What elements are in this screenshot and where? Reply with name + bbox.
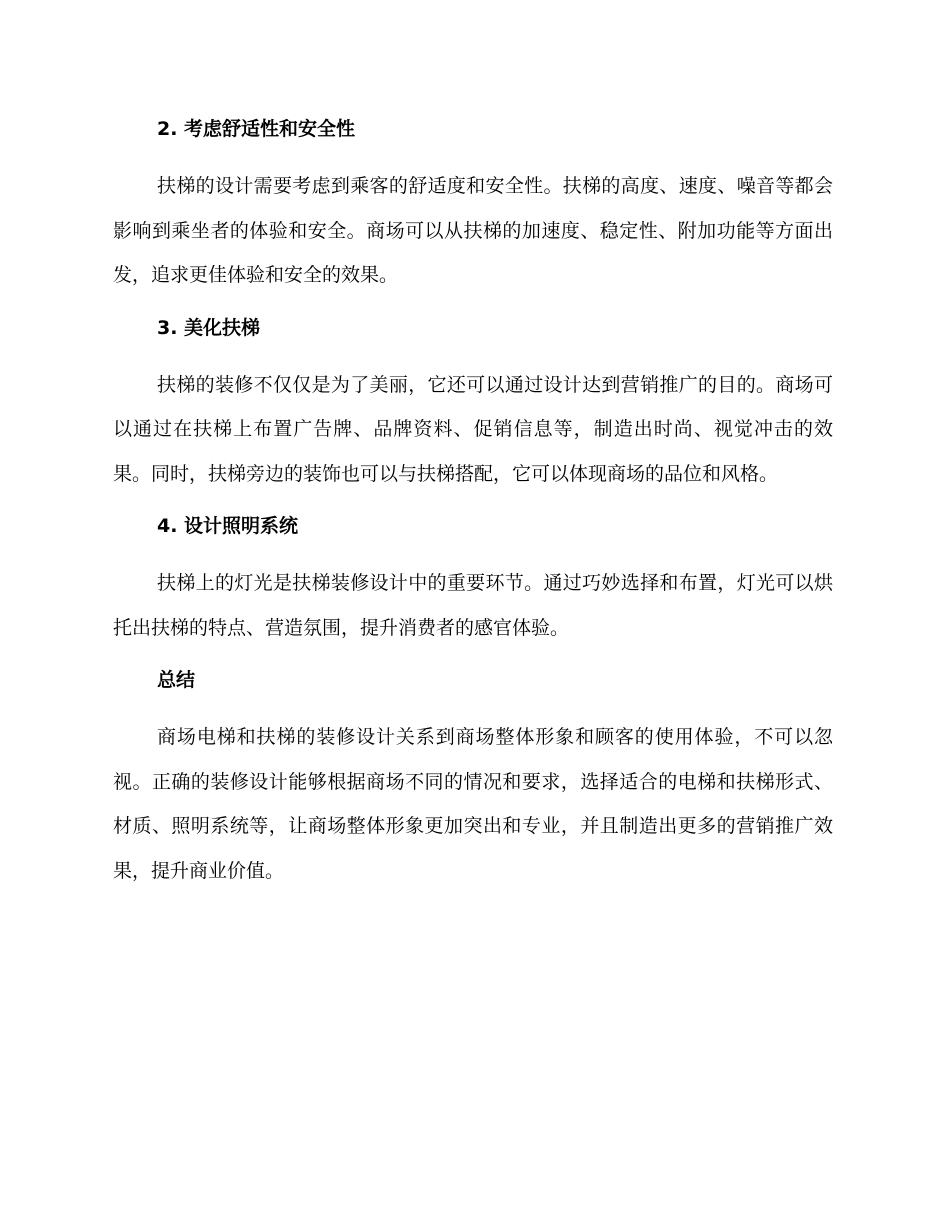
- section-paragraph-comfort-safety: 扶梯的设计需要考虑到乘客的舒适度和安全性。扶梯的高度、速度、噪音等都会影响到乘坐者的体验和安全。商场可以从扶梯的加速度、稳定性、附加功能等方面出发，追求更佳体验和安全的效果。: [113, 175, 833, 286]
- document-body: [113, 112, 833, 893]
- section-heading-lighting-system: 4. 设计照明系统: [157, 515, 299, 537]
- section-paragraph-lighting-system: 扶梯上的灯光是扶梯装修设计中的重要环节。通过巧妙选择和布置，灯光可以烘托出扶梯的特点、营造氛围，提升消费者的感官体验。: [113, 572, 833, 639]
- section-paragraph-beautify-escalator: 扶梯的装修不仅仅是为了美丽，它还可以通过设计达到营销推广的目的。商场可以通过在扶梯上布置广告牌、品牌资料、促销信息等，制造出时尚、视觉冲击的效果。同时，扶梯旁边的装饰也可以与扶梯搭配，它可以体现商场的品位和风格。: [113, 373, 833, 485]
- section-heading-comfort-safety: 2. 考虑舒适性和安全性: [157, 118, 356, 140]
- section-paragraph-summary: 商场电梯和扶梯的装修设计关系到商场整体形象和顾客的使用体验，不可以忽视。正确的装修设计能够根据商场不同的情况和要求，选择适合的电梯和扶梯形式、材质、照明系统等，让商场整体形象更加突出和专业，并且制造出更多的营销推广效果，提升商业价值。: [113, 726, 833, 882]
- section-heading-beautify-escalator: 3. 美化扶梯: [157, 316, 261, 339]
- section-heading-summary: 总结: [157, 669, 196, 691]
